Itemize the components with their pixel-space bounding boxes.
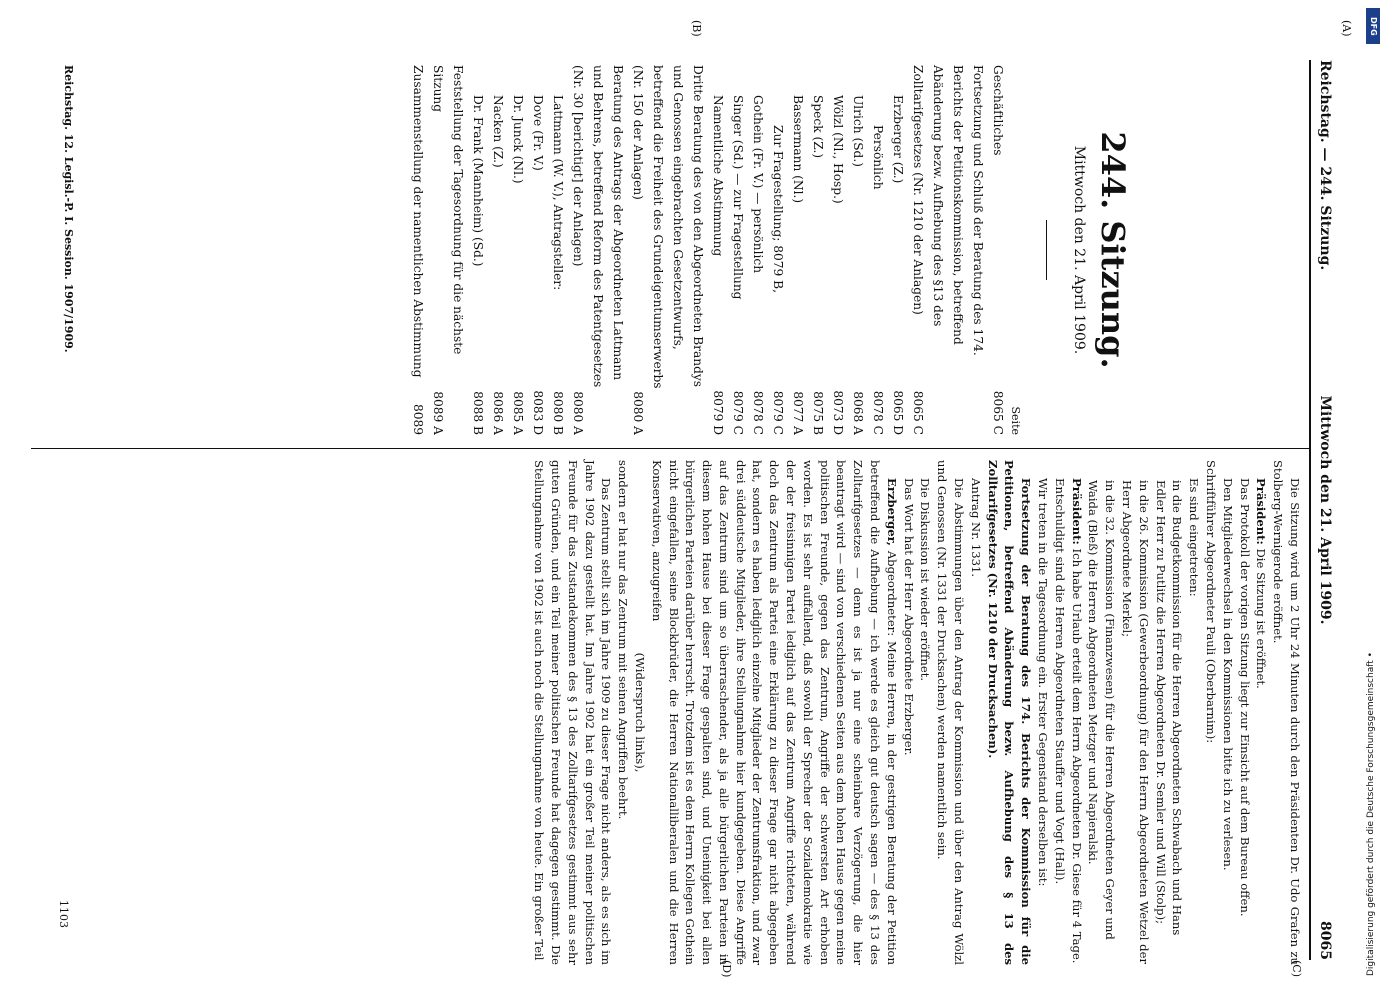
column-divider [31, 448, 1311, 449]
toc-entry [768, 65, 788, 435]
toc-entry-text: Zusammenstellung der namentlichen Abstimmung [411, 65, 425, 378]
toc-entry [788, 65, 808, 435]
toc-entry-text: Singer (Sd.) — zur Fragestellung [731, 95, 745, 300]
dfg-watermark [1366, 6, 1380, 996]
toc-entry-page: 8075 B [811, 391, 825, 435]
toc-entry-text: Gothein (Fr. V.) — persönlich [751, 95, 765, 274]
paragraph: Das Protokoll der vorigen Sitzung liegt zur Einsicht auf dem Bureau offen. [1237, 478, 1252, 917]
minutes-text [530, 460, 1303, 965]
toc-entry [908, 65, 988, 435]
toc-entry-page: 8078 C [751, 390, 765, 435]
toc-entry-text: Lattmann (W. V.), Antragsteller: [551, 95, 565, 291]
running-head-page: 8065 [1317, 921, 1333, 960]
toc-entry-page: 8065 C [911, 390, 925, 435]
dfg-logo: DFG [1366, 8, 1380, 44]
toc-entry-text: Speck (Z.) [811, 95, 825, 159]
toc-entry-text: Geschäftliches [991, 65, 1005, 156]
toc-entry-page: 8089 A [431, 391, 445, 435]
toc-entry-page: 8079 D [711, 390, 725, 435]
toc-list [408, 65, 1008, 435]
toc-entry [888, 65, 908, 435]
toc-entry [568, 65, 628, 435]
toc-entry-text: Dritte Beratung des von den Abgeordneten Brandys und Genossen eingebrachten Gesetzentwurfs, betreffend die Freiheit des Grundeigentumserwerbs (Nr. 150 der Anlagen) [631, 65, 705, 389]
toc-entry [468, 65, 488, 435]
margin-mark-d: (D) [720, 960, 733, 978]
toc-entry [408, 65, 428, 435]
toc-entry-page: 8080 B [551, 391, 565, 435]
paragraph: Antrag Nr. 1331. [968, 478, 983, 578]
agenda-item: Fortsetzung der Beratung des 174. Berichts der Kommission für die Petitionen, betreffend Abänderung bezw. Aufhebung des § 13 des Zolltarifgesetzes (Nr. 1210 der Drucksachen). [985, 460, 1034, 965]
toc-entry [748, 65, 768, 435]
toc-entry-page: 8068 A [851, 391, 865, 435]
toc-entry [488, 65, 508, 435]
paragraph: sondern er hat nur das Zentrum mit seinen Angriffen beehrt. [616, 460, 631, 820]
toc-entry-page: 8079 C [731, 390, 745, 435]
paragraph: Wir treten in die Tagesordnung ein. Erster Gegenstand derselben ist: [1036, 478, 1051, 887]
margin-mark-c: (C) [1290, 960, 1303, 977]
paragraph: Die Sitzung wird um 2 Uhr 24 Minuten durch den Präsidenten Dr. Udo Grafen zu Stolberg-Wernigerode eröffnet. [1271, 460, 1302, 965]
toc-entry-page: 8065 C [991, 390, 1005, 435]
margin-mark-b: (B) [690, 20, 703, 37]
toc-entry-text: Persönlich [871, 125, 885, 190]
toc-entry-page: 8079 C [771, 390, 785, 435]
toc-entry-text: Ulrich (Sd.) [851, 95, 865, 167]
title-separator [1046, 220, 1047, 280]
toc-entry [988, 65, 1008, 435]
session-date: Mittwoch den 21. April 1909. [1071, 145, 1087, 355]
toc-entry-text: Beratung des Antrags der Abgeordneten Lattmann und Behrens, betreffend Reform des Patentgesetzes (Nr. 30 [berichtigt] der Anlagen) [571, 65, 625, 388]
running-head-date: Mittwoch den 21. April 1909. [1317, 395, 1333, 625]
paragraph: Die Diskussion ist wieder eröffnet. [918, 478, 933, 682]
toc-entry [628, 65, 708, 435]
toc-entry-text: Wölzl (Nl., Hosp.) [831, 95, 845, 204]
toc-entry-page: 8065 D [891, 390, 905, 435]
toc-entry-page: 8085 A [511, 391, 525, 435]
toc-entry-text: Dr. Junck (Nl.) [511, 95, 525, 184]
toc-entry [428, 65, 468, 435]
toc-entry [548, 65, 568, 435]
toc-entry [508, 65, 528, 435]
toc-entry-text: Bassermann (Nl.) [791, 95, 805, 204]
dfg-watermark-text: Digitalisierung gefördert durch die Deutsche Forschungsgemeinschaft • [1366, 652, 1376, 976]
list-item: in die 32. Kommission (Finanzwesen) für die Herren Abgeordneten Geyer und Waida (Bleß) die Herren Abgeordneten Metzger und Napieralski. [1086, 480, 1118, 940]
toc-entry [868, 65, 888, 435]
paragraph: Es sind eingetreten: [1187, 478, 1202, 597]
toc-entry [528, 65, 548, 435]
toc-entry [708, 65, 728, 435]
toc-entry-text: Fortsetzung und Schluß der Beratung des 174. Berichts der Petitionskommission, betreffend Abänderung bezw. Aufhebung des §13 des Zolltarifgesetzes (Nr. 1210 der Anlagen) [911, 65, 985, 356]
paragraph: Das Zentrum stellt sich im Jahre 1909 zu dieser Frage nicht anders, als es sich im Jahre 1902 dazu gestellt hat. Im Jahre 1902 hat ein großer Teil meiner politischen Freunde für das Zustandekommen des § 13 des Zolltarifgesetzes gestimmt aus sehr guten Gründen, und ein Teil meiner politischen Freunde hat dagegen gestimmt. Die Stellungnahme von 1902 ist auch noch die Stellungnahme von heute. Ein großer Teil [532, 460, 614, 965]
paragraph: Schriftführer Abgeordneter Pauli (Oberbarnim): [1204, 460, 1219, 744]
toc-entry-text: Zur Fragestellung; 8079 B, [771, 125, 785, 293]
toc-entry-text: Namentliche Abstimmung [711, 95, 725, 257]
toc-entry-page: 8078 C [871, 390, 885, 435]
toc-entry-text: Dove (Fr. V.) [531, 95, 545, 171]
toc-entry [828, 65, 848, 435]
toc-entry-page: 8077 A [791, 391, 805, 435]
toc-entry-text: Nacken (Z.) [491, 95, 505, 168]
footer: Reichstag. 12. Legisl.-P. I. Session. 1907/1909. [62, 65, 75, 353]
header-rule [1309, 60, 1311, 960]
table-of-contents [408, 65, 1298, 435]
toc-entry-text: Feststellung der Tagesordnung für die nächste Sitzung [431, 65, 465, 355]
toc-entry-page: 8089 [411, 403, 425, 435]
toc-entry-page: 8086 A [491, 391, 505, 435]
toc-entry [848, 65, 868, 435]
paragraph: Das Wort hat der Herr Abgeordnete Erzberger. [901, 478, 916, 756]
toc-entry-page: 8080 A [571, 391, 585, 435]
list-item: in die Budgetkommission für die Herren Abgeordneten Schwabach und Hans Edler Herr zu Putlitz die Herren Abgeordneten Dr. Semler und Will (Stolp); [1153, 480, 1185, 936]
toc-entry [728, 65, 748, 435]
toc-entry [808, 65, 828, 435]
toc-entry-text: Erzberger (Z.) [891, 95, 905, 184]
running-head-left: Reichstag. — 244. Sitzung. [1317, 60, 1333, 271]
session-title: 244. Sitzung. [1094, 131, 1132, 369]
paragraph: Die Abstimmungen über den Antrag der Kommission und über den Antrag Wölzl und Genossen (Nr. 1331 der Drucksachen) werden namentlich sein. [935, 460, 967, 965]
speech: Erzberger, Abgeordneter: Meine Herren, in der gestrigen Beratung der Petition betreffend die Aufhebung — ich werde es gleich gut deutsch sagen — des § 13 des Zolltarifgesetzes — denn es ist ja nur eine scheinbare Verzögerung, die hier beantragt wird — sind von verschiedenen Seiten aus dem hohen Hause gegen meine politischen Freunde, gegen das Zentrum, Angriffe der schwersten Art erhoben worden. Es ist sehr auffallend, daß sowohl der Sprecher der Sozialdemokratie wie der der freisinnigen Partei lediglich auf das Zentrum Angriffe richteten, während doch das Zentrum als Partei eine Erklärung zu dieser Frage gar nicht abgegeben hat, sondern es haben lediglich einzelne Mitglieder der Zentrumsfraktion, und zwar drei süddeutsche Mitglieder, ihre Stellungnahme hier kundgegeben. Diese Angriffe auf das Zentrum sind um so überraschender, als ja alle bürgerlichen Parteien in diesem hohen Hause bei dieser Frage gespalten sind, und Uneinigkeit bei allen bürgerlichen Parteien darüber herrscht. Trotzdem ist es dem Herrn Kollegen Gothein nicht eingefallen, seine Blockbrüder, die Herren Nationalliberalen und die Herren Konservativen, anzugreifen [649, 460, 899, 966]
paragraph: Präsident: Die Sitzung ist eröffnet. [1254, 478, 1269, 689]
toc-entry-page: 8073 D [831, 390, 845, 435]
margin-mark-a: (A) [1340, 20, 1353, 37]
seite-label: Seite [1009, 406, 1022, 435]
interjection: (Widerspruch links), [632, 652, 647, 773]
toc-entry-page: 8080 A [631, 391, 645, 435]
paragraph: Den Mitgliederwechsel in den Kommissionen bitte ich zu verlesen. [1220, 478, 1235, 871]
list-item: in die 26. Kommission (Gewerbeordnung) für den Herrn Abgeordneten Wetzel der Herr Abgeordnete Merkel; [1120, 480, 1151, 964]
toc-entry-text: Dr. Frank (Mannheim) (Sd.) [471, 95, 485, 267]
paragraph: Präsident: Ich habe Urlaub erteilt dem Herrn Abgeordneten Dr. Giese für 4 Tage. [1069, 478, 1084, 964]
toc-entry-page: 8088 B [471, 391, 485, 435]
toc-entry-page: 8083 D [531, 390, 545, 435]
sheet-number: 1103 [57, 900, 70, 928]
paragraph: Entschuldigt sind die Herren Abgeordneten Stauffer und Vogt (Hall). [1052, 478, 1067, 885]
